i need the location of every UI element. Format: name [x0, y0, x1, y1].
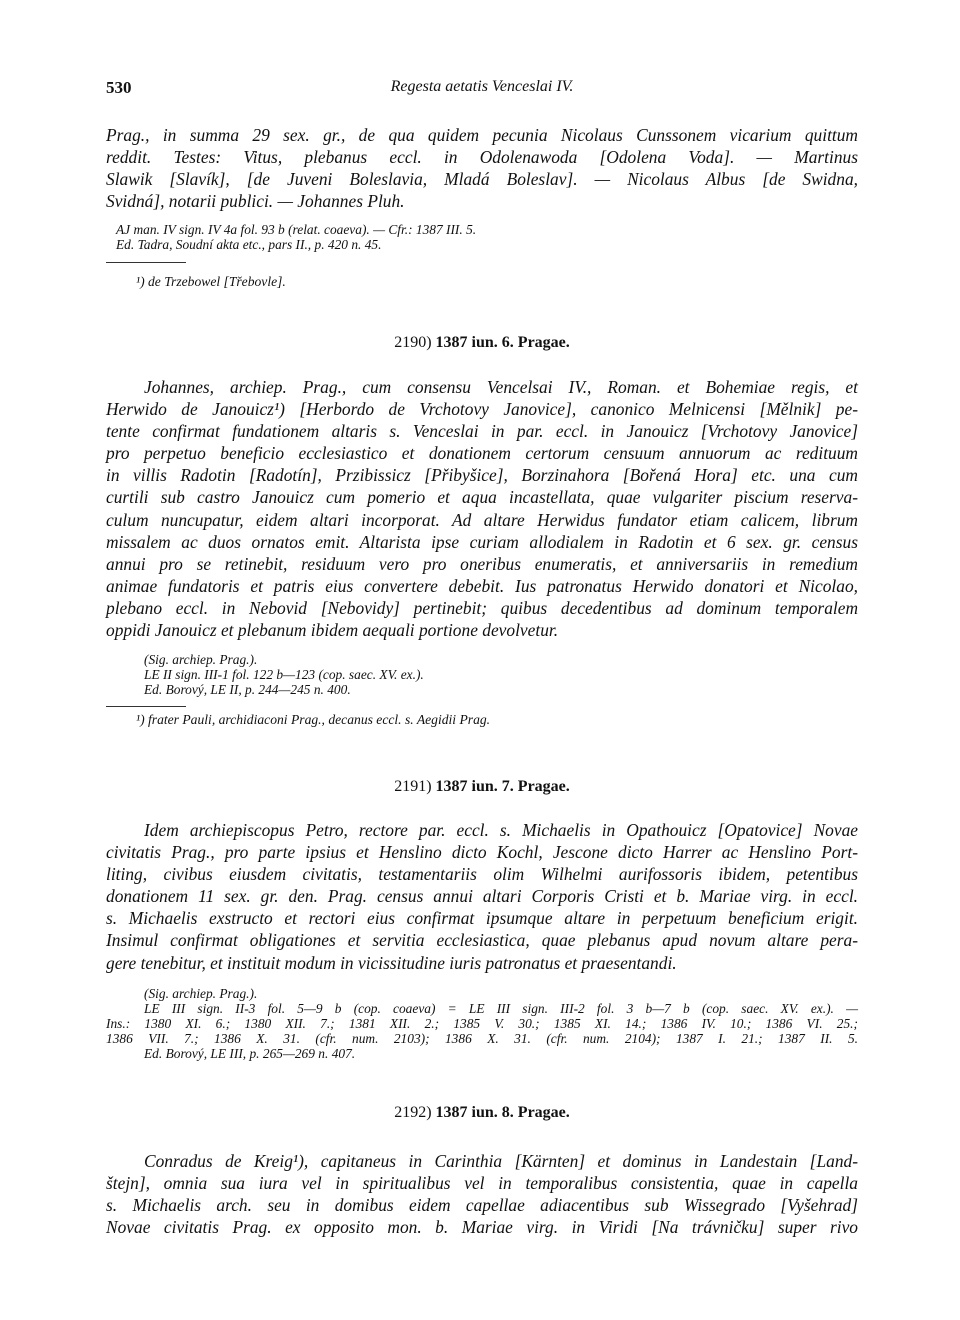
page-number: 530: [106, 78, 132, 97]
text-line: civitatis Prag., pro parte ipsius et Henslino dicto Kochl, Jescone dicto Harrer ac Henslino Port-: [106, 842, 858, 863]
source-line: LE III sign. II-3 fol. 5—9 b (cop. coaeva) = LE III sign. III-2 fol. 3 b—7 b (cop. saec. XV. ex.). —: [144, 1001, 858, 1016]
text-line: oppidi Janouicz et plebanum ibidem aequali portione devolvetur.: [106, 620, 559, 641]
previous-entry-footnote: [106, 274, 858, 290]
text-line: Svidná], notarii publici. — Johannes Pluh.: [106, 191, 405, 212]
text-line: culum nuncupatur, eidem altari incorporat. Ad altare Herwidus fundator etiam calicem, librum: [106, 509, 858, 530]
entry-text-2192: [106, 1150, 858, 1238]
entry-date: 1387 iun. 7. Pragae.: [435, 778, 570, 795]
previous-entry-source: [106, 222, 858, 252]
entry-text-2190: [106, 376, 858, 641]
entry-date: 1387 iun. 6. Pragae.: [435, 334, 570, 351]
text-line: Novae civitatis Prag. ex opposito mon. b. Mariae virg. in Viridi [Na trávničku] super rivo: [106, 1217, 858, 1238]
footnote-rule: [106, 262, 186, 263]
text-line: Slawik [Slavík], [de Juveni Boleslavia, Mladá Boleslav]. — Nicolaus Albus [de Swidna,: [106, 169, 858, 190]
text-line: pro perpetuo beneficio ecclesiastico et donationem certorum censuum annuorum ac redituum: [106, 443, 858, 464]
text-line: Insimul confirmat obligationes et servitia ecclesiastica, quae plebanus apud novum altare pera-: [106, 930, 858, 951]
text-line: gere tenebitur, et instituit modum in vicissitudine iuris patronatus et praesentandi.: [106, 952, 677, 973]
source-line: Ed. Borový, LE III, p. 265—269 n. 407.: [144, 1046, 356, 1061]
source-line: AJ man. IV sign. IV 4a fol. 93 b (relat. coaeva). — Cfr.: 1387 III. 5.: [116, 222, 477, 237]
entry-number: 2190): [394, 334, 432, 351]
footnote: ¹) de Trzebowel [Třebovle].: [136, 274, 286, 289]
text-line: in villis Radotin [Radotín], Przibissicz [Přibyšice], Borzinahora [Bořená Hora] etc. una cum: [106, 465, 858, 486]
text-line: reddit. Testes: Vitus, plebanus eccl. in Odolenawoda [Odolena Voda]. — Martinus: [106, 147, 858, 168]
footnote: ¹) frater Pauli, archidiaconi Prag., decanus eccl. s. Aegidii Prag.: [136, 712, 491, 727]
previous-entry-text: [106, 124, 858, 212]
text-line: liting, civibus eiusdem civitatis, testamentariis olim Wilhelmi aurifossoris ibidem, petentibus: [106, 864, 858, 885]
entry-number: 2191): [394, 778, 432, 795]
entry-heading-2192: [106, 1104, 858, 1122]
source-line: Ins.: 1380 XI. 6.; 1380 XII. 7.; 1381 XII. 2.; 1385 V. 30.; 1385 XI. 14.; 1386 IV. 10.; 1386 VI. 25.;: [106, 1016, 858, 1031]
text-line: annui pro se retinebit, residuum vero pro oneribus enumeratis, et anniversariis in remedium: [106, 553, 858, 574]
text-line: tente confirmat fundationem altaris s. Venceslai in par. eccl. in Janouicz [Vrchotovy Janovice]: [106, 421, 858, 442]
source-line: 1386 VII. 7.; 1386 X. 31. (cfr. num. 2103); 1386 X. 31. (cfr. num. 2104); 1387 I. 21.; 1387 II. 5.: [106, 1031, 858, 1046]
text-line: curtili sub castro Janouicz cum pomerio et aqua incastellata, quae vulgariter piscium reserva-: [106, 487, 858, 508]
entry-heading-2190: [106, 334, 858, 352]
text-line: animae fundatoris et patris eius convertere debebit. Ius patronatus Herwido donatori et Nicolao,: [106, 575, 858, 596]
source-line: Ed. Tadra, Soudní akta etc., pars II., p. 420 n. 45.: [116, 237, 382, 252]
entry-text-2191: [106, 819, 858, 974]
text-line: Conradus de Kreig¹), capitaneus in Carinthia [Kärnten] et dominus in Landestain [Land-: [144, 1151, 858, 1171]
text-line: s. Michaelis exstructo et rectori eius confirmat ipsumque altare in perpetuum beneficium erigit.: [106, 908, 858, 929]
entry-number: 2192): [394, 1104, 432, 1121]
text-line: štejn], omnia sua iura vel in spiritualibus vel in temporalibus consistentia, quae in capella: [106, 1173, 858, 1194]
footnote-rule: [106, 706, 186, 707]
running-header: [106, 78, 858, 102]
text-line: s. Michaelis arch. seu in domibus eidem capellae adiacentibus sub Wissegrado [Vyšehrad]: [106, 1195, 858, 1216]
text-line: Herwido de Janouicz¹) [Herbordo de Vrchotovy Janovice], canonico Melnicensi [Mělnik] pe-: [106, 399, 858, 420]
running-title: Regesta aetatis Venceslai IV.: [390, 78, 574, 95]
source-line: (Sig. archiep. Prag.).: [144, 652, 258, 667]
text-line: Idem archiepiscopus Petro, rectore par. eccl. s. Michaelis in Opathouicz [Opatovice] Novae: [144, 820, 858, 840]
text-line: missalem ac duos ornatos emit. Altarista ipse curiam allodialem in Radotin et 6 sex. gr. census: [106, 531, 858, 552]
source-line: (Sig. archiep. Prag.).: [144, 986, 258, 1001]
source-line: Ed. Borový, LE II, p. 244—245 n. 400.: [144, 682, 351, 697]
text-line: Prag., in summa 29 sex. gr., de qua quidem pecunia Nicolaus Cunssonem vicarium quittum: [106, 125, 858, 145]
text-line: donationem 11 sex. gr. den. Prag. census annui altari Corporis Cristi et b. Mariae virg. in eccl.: [106, 886, 858, 907]
source-line: LE II sign. III-1 fol. 122 b—123 (cop. saec. XV. ex.).: [144, 667, 424, 682]
text-line: plebano eccl. in Nebovid [Nebovidy] pertinebit; quibus decedentibus ad dominum temporalem: [106, 597, 858, 618]
entry-date: 1387 iun. 8. Pragae.: [435, 1104, 570, 1121]
text-line: Johannes, archiep. Prag., cum consensu Vencelsai IV., Roman. et Bohemiae regis, et: [144, 377, 858, 397]
entry-source-2190: [106, 652, 858, 697]
entry-source-2191: [106, 986, 858, 1061]
entry-footnote-2190: [106, 712, 858, 728]
entry-heading-2191: [106, 778, 858, 796]
